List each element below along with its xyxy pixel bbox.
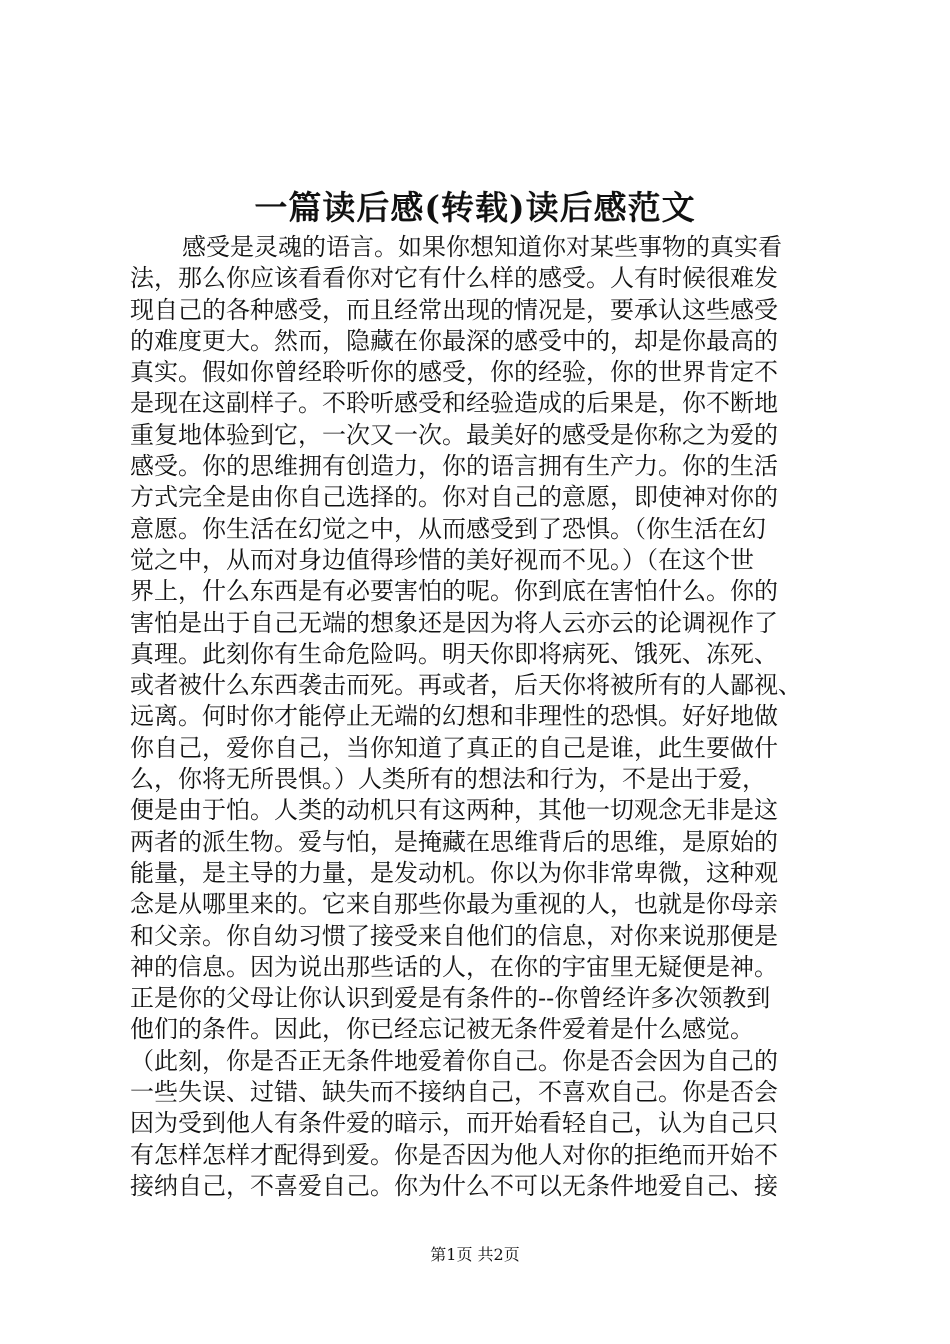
page-footer (0, 1243, 950, 1267)
paragraph-line: 感受是灵魂的语言。如果你想知道你对某些事物的真实看 (182, 233, 782, 261)
page-number: 第1页 共2页 (430, 1245, 520, 1264)
page-title: 一篇读后感(转载)读后感范文 (254, 188, 696, 227)
